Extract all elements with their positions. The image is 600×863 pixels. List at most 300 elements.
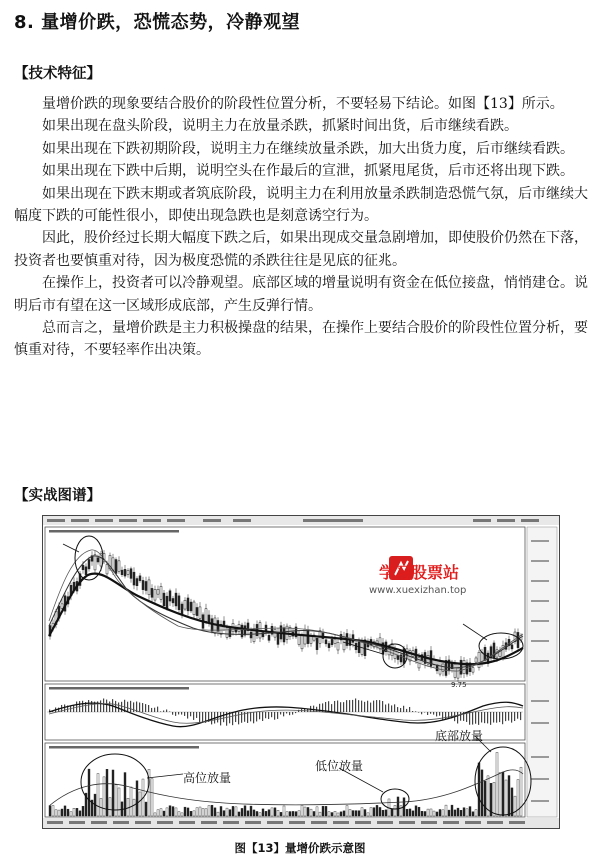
volume-bar [322,806,324,816]
macd-bar [511,712,512,723]
macd-bar [487,712,488,723]
macd-bar [442,712,443,720]
macd-bar [211,712,212,724]
volume-bar [316,807,318,816]
macd-bar [502,712,503,724]
candle [397,655,399,659]
macd-bar [367,701,368,712]
candle [118,561,120,571]
candle [145,581,147,590]
candle [307,630,309,643]
volume-bar [169,806,171,816]
volume-bar [454,810,456,816]
volume-bar [451,805,453,816]
macd-bar [262,712,263,721]
volume-bar [505,780,507,816]
volume-bars [49,752,522,816]
volume-bar [328,812,330,816]
macd-bar [400,708,401,712]
volume-bar [61,809,63,816]
volume-bar [331,813,333,816]
paragraph: 如果出现在下跌初期阶段，说明主力在继续放量杀跌，加大出货力度，后市继续看跌。 [42,140,574,157]
macd-bar [406,709,407,712]
macd-bar [169,711,170,712]
volume-bar [235,807,237,816]
macd-bar [241,712,242,723]
volume-bar [199,807,201,816]
volume-bar [280,812,282,816]
candle [97,558,99,562]
volume-bar [283,806,285,816]
candle [130,569,132,579]
macd-bar [157,707,158,712]
candle [304,629,306,644]
macd-bar [490,712,491,725]
candle [151,588,153,597]
volume-bar [298,811,300,816]
volume-bar [472,812,474,816]
volume-bar [496,752,498,816]
volume-bar [178,812,180,816]
macd-bar [160,711,161,712]
volume-bar [478,763,480,816]
volume-bar [364,810,366,816]
candle [148,580,150,595]
candle [82,565,84,570]
macd-bar [460,712,461,721]
volume-bar [442,810,444,816]
macd-bar [475,712,476,724]
volume-bar [334,811,336,816]
volume-bar [406,809,408,816]
volume-bar [205,809,207,816]
macd-bar [253,712,254,723]
macd-bar [88,700,89,712]
candle [277,632,279,644]
macd-bar [64,704,65,712]
paragraph: 总而言之，量增价跌是主力积极操盘的结果，在操作上要结合股价的阶段性位置分析，要慎重对待，不要轻率作出决策。 [14,320,588,359]
volume-bar [355,811,357,816]
candle [190,602,192,611]
macd-bar [331,704,332,712]
candle [478,652,480,667]
macd-bar [130,701,131,712]
macd-bar [412,711,413,712]
volume-bar [340,812,342,816]
volume-bar [238,812,240,816]
macd-bar [505,712,506,721]
macd-bar [142,703,143,712]
volume-bar [358,811,360,816]
volume-bar [187,808,189,816]
candle [61,604,63,609]
volume-bar [391,809,393,816]
macd-bar [349,700,350,712]
volume-bar [325,806,327,816]
volume-bar [460,810,462,816]
macd-bar [133,702,134,712]
macd-bar [370,703,371,712]
macd-bar [283,712,284,716]
volume-bar [373,808,375,816]
macd-bar [145,704,146,712]
candle [85,567,87,575]
candle [178,596,180,610]
macd-bar [388,704,389,712]
candle [331,639,333,644]
macd-bar [148,705,149,712]
macd-bar [121,702,122,712]
macd-bar [358,700,359,712]
volume-bar [286,812,288,816]
candle [457,668,459,678]
macd-bar [508,712,509,721]
macd-bar [235,712,236,722]
volume-bar [382,810,384,816]
macd-bar [328,701,329,712]
volume-bar [448,810,450,816]
candle [493,643,495,659]
volume-bar [73,808,75,816]
stock-chart [43,516,559,828]
macd-bar [457,712,458,724]
volume-bar [349,809,351,816]
volume-bar [394,805,396,816]
volume-bar [76,808,78,816]
volume-bar [475,810,477,816]
volume-bar [259,813,261,816]
volume-bar [511,788,513,816]
volume-bar [130,787,132,816]
section-heading: 8. 量增价跌，恐慌态势，冷静观望 [14,12,301,33]
macd-bar [373,701,374,712]
volume-bar [250,806,252,816]
volume-bar [439,809,441,816]
volume-bar [223,811,225,816]
macd-bar [280,712,281,714]
volume-bar [112,770,114,816]
volume-bar [151,779,153,816]
volume-bar [190,811,192,816]
macd-bar [103,699,104,712]
volume-bar [172,807,174,816]
paragraph: 如果出现在下跌末期或者筑底阶段，说明主力在利用放量杀跌制造恐慌气氛，后市继续大幅度下跌的可能性很小，即使出现急跌也是刻意诱空行为。 [14,185,588,225]
price-panel [45,527,525,681]
volume-bar [484,781,486,816]
paragraph: 量增价跌的现象要结合股价的阶段性位置分析，不要轻易下结论。如图【13】所示。 [42,96,564,112]
volume-bar [127,798,129,816]
volume-bar [229,810,231,816]
macd-bar [385,705,386,712]
macd-bar [376,700,377,712]
volume-bar [346,806,348,816]
macd-bar [202,712,203,722]
volume-bar [469,807,471,816]
macd-bar [340,702,341,712]
volume-bar [166,808,168,816]
volume-bar [115,785,117,816]
volume-bar [379,807,381,816]
macd-bar [166,709,167,712]
volume-bar [118,788,120,816]
volume-bar [412,811,414,816]
candle [187,598,189,611]
volume-bar [514,796,516,816]
macd-bar [265,712,266,718]
volume-bar [520,767,522,816]
candle [139,576,141,581]
macd-bar [418,712,419,713]
macd-bar [193,712,194,720]
volume-bar [493,782,495,816]
body-text [14,93,588,362]
macd-bar [232,712,233,725]
volume-bar [289,812,291,816]
volume-bar [319,812,321,816]
macd-bar [163,710,164,712]
volume-bar [136,781,138,816]
volume-bar [502,772,504,816]
candle [172,598,174,602]
volume-bar [466,809,468,816]
macd-bar [172,712,173,715]
volume-bar [301,805,303,816]
volume-bar [217,812,219,816]
candle [136,579,138,586]
candle [94,555,96,570]
macd-bar [109,701,110,712]
volume-bar [88,769,90,816]
volume-bar [421,811,423,816]
candle [169,591,171,601]
paragraph: 如果出现在下跌中后期，说明空头在作最后的宣泄，抓紧甩尾货，后市还将出现下跌。 [42,163,574,180]
macd-bar [337,701,338,712]
volume-bar [262,809,264,816]
macd-bar [277,712,278,719]
low-volume-annotation: 低位放量 [315,759,364,773]
candle [283,628,285,642]
volume-bar [295,812,297,816]
figure-caption: 图【13】量增价跌示意图 [234,841,366,855]
candle [244,626,246,636]
macd-bar [292,712,293,715]
macd-bar [409,707,410,712]
macd-bar [421,712,422,714]
volume-bar [55,810,57,816]
volume-bar [220,806,222,816]
macd-bar [472,712,473,725]
volume-bar [376,805,378,816]
macd-bar [493,712,494,723]
volume-bar [196,808,198,816]
volume-bar [64,806,66,816]
volume-bar [433,811,435,816]
volume-bar [370,808,372,816]
volume-bar [211,805,213,816]
paragraph: 因此，股价经过长期大幅度下跌之后，如果出现成交量急剧增加，即使股价仍然在下落，投资者也要慎重对待，因为极度恐慌的杀跌往往是见底的征兆。 [14,230,588,269]
volume-bar [97,773,99,816]
candle [106,564,108,573]
macd-bar [364,702,365,712]
candle [334,639,336,643]
volume-bar [208,806,210,816]
volume-bar [337,813,339,816]
macd-bar [496,712,497,723]
volume-bar [313,811,315,816]
watermark-url: www.xuexizhan.top [369,585,467,596]
candle [88,559,90,568]
volume-bar [154,813,156,816]
candle [241,625,243,637]
macd-bar [514,712,515,721]
volume-bar [79,811,81,816]
volume-bar [400,806,402,816]
candle [268,635,270,640]
macd-bar [439,712,440,716]
macd-bar [187,712,188,719]
macd-bar [271,712,272,717]
candle [115,560,117,574]
volume-bar [193,811,195,816]
candle [163,593,165,606]
macd-bar [343,702,344,712]
macd-bar [184,712,185,716]
macd-bar [361,701,362,712]
macd-bar [190,712,191,716]
candle [298,635,300,644]
paragraph: 在操作上，投资者可以冷静观望。底部区域的增量说明有资金在低位接盘，悄悄建仓。说明后市有望在这一区域形成底部，产生反弹行情。 [14,275,588,314]
macd-bar [151,708,152,712]
candle [250,632,252,638]
volume-bar [457,808,459,816]
candle [328,644,330,648]
volume-bar [157,810,159,816]
macd-bar [256,712,257,721]
volume-bar [445,805,447,816]
macd-bar [403,706,404,712]
candle [289,627,291,636]
volume-bar [430,809,432,816]
volume-bar [247,811,249,816]
volume-bar [367,813,369,816]
macd-bar [118,702,119,712]
macd-bar [175,712,176,716]
volume-bar [508,776,510,816]
macd-bar [247,712,248,723]
macd-bar [178,712,179,714]
macd-bar [445,712,446,719]
macd-bar [391,705,392,712]
volume-bar [415,806,417,816]
macd-bar [379,700,380,712]
candle [475,658,477,662]
candle [175,593,177,606]
macd-bar [199,712,200,722]
candle [301,635,303,649]
macd-bar [268,712,269,719]
macd-bar [274,712,275,720]
candle [325,640,327,644]
candle [154,590,156,601]
volume-bar [214,808,216,816]
macd-bar [334,701,335,712]
candle [127,570,129,574]
stock-chart-figure [42,515,560,829]
volume-bar [253,810,255,816]
volume-bar [271,808,273,816]
volume-bar [274,808,276,816]
volume-bar [268,810,270,816]
macd-bar [295,712,296,713]
macd-bar [520,712,521,720]
volume-bar [232,806,234,816]
macd-bar [181,712,182,715]
volume-bar [481,770,483,816]
paragraph: 如果出现在盘头阶段，说明主力在放量杀跌，抓紧时间出货，后市继续看跌。 [42,118,518,135]
volume-bar [436,812,438,816]
macd-bar [433,712,434,715]
candle [157,589,159,594]
macd-bar [481,712,482,722]
volume-bar [277,810,279,816]
candle [121,570,123,575]
candle [196,607,198,615]
volume-bar [133,799,135,816]
candle [184,600,186,609]
candle [208,615,210,623]
macd-bar [259,712,260,719]
volume-bar [292,811,294,816]
candle [214,618,216,634]
macd-bar [484,712,485,723]
macd-bar [250,712,251,721]
volume-bar [304,807,306,816]
volume-bar [499,773,501,816]
volume-bar [58,810,60,816]
candle [352,635,354,643]
volume-bar [418,807,420,816]
volume-bar [361,808,363,816]
candle [472,668,474,672]
candle [337,642,339,650]
macd-bar [238,712,239,724]
candle [226,628,228,637]
volume-bar [109,798,111,816]
volume-bar [49,806,51,816]
volume-bar [424,811,426,816]
volume-bar [265,811,267,816]
macd-bar [346,700,347,712]
macd-bar [286,712,287,713]
volume-bar [256,811,258,816]
price-scale [527,527,557,817]
volume-bar [409,809,411,816]
volume-bar [397,797,399,816]
macd-bar [100,700,101,712]
tech-features-label: 【技术特征】 [14,66,101,82]
macd-bar [196,712,197,718]
candle [181,604,183,615]
watermark-name: 学习股票站 [379,563,460,582]
volume-bar [202,808,204,816]
macd-bar [478,712,479,725]
macd-bar [397,707,398,712]
macd-bar [73,705,74,712]
volume-bar [145,802,147,816]
candle [133,572,135,585]
candle [142,580,144,589]
volume-bar [343,811,345,816]
